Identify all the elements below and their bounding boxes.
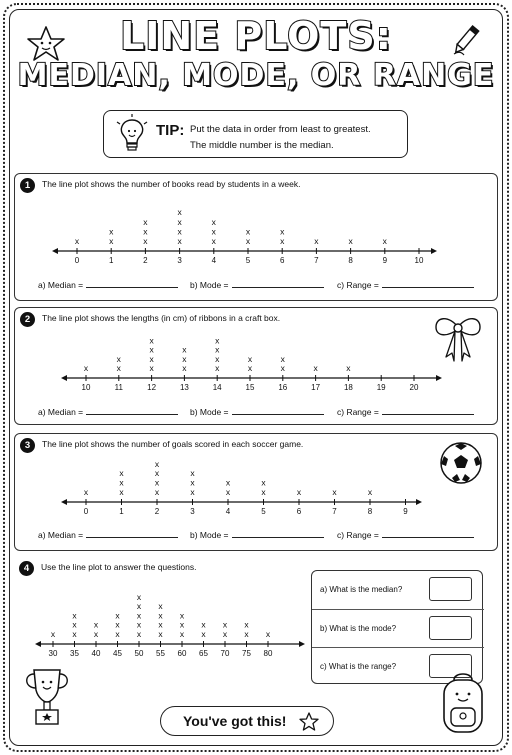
problem-question: The line plot shows the number of books read by students in a week. <box>42 179 301 189</box>
data-mark: x <box>119 468 124 479</box>
tick-label: 50 <box>134 649 144 658</box>
problem-number: 3 <box>20 438 35 453</box>
data-mark: x <box>280 226 285 237</box>
tick-label: 3 <box>190 507 195 516</box>
mode-label: b) Mode = <box>190 407 229 417</box>
tick-label: 30 <box>48 649 58 658</box>
data-mark: x <box>182 344 187 355</box>
tick-label: 4 <box>225 507 231 516</box>
tick-label: 5 <box>261 507 266 516</box>
data-mark: x <box>158 610 163 621</box>
data-mark: x <box>190 477 195 488</box>
data-mark: x <box>72 619 77 630</box>
data-mark: x <box>247 353 253 364</box>
data-mark: x <box>190 487 195 497</box>
data-mark: x <box>211 236 216 246</box>
tick-label: 0 <box>74 256 80 265</box>
range-label: c) Range = <box>337 280 379 290</box>
data-mark: x <box>116 353 121 364</box>
tick-label: 80 <box>263 649 273 658</box>
tick-label: 10 <box>81 383 91 392</box>
data-mark: x <box>177 236 182 246</box>
data-mark: x <box>83 363 89 373</box>
tick-label: 3 <box>177 256 182 265</box>
data-mark: x <box>182 363 187 373</box>
data-mark: x <box>245 236 251 246</box>
data-mark: x <box>143 216 148 227</box>
data-mark: x <box>143 236 148 246</box>
data-mark: x <box>136 591 142 602</box>
data-mark: x <box>154 458 160 469</box>
tick-label: 2 <box>143 256 148 265</box>
tick-label: 16 <box>278 383 288 392</box>
data-mark: x <box>136 601 142 612</box>
tick-label: 75 <box>242 649 251 658</box>
data-mark: x <box>244 619 249 630</box>
tick-label: 11 <box>114 383 123 392</box>
data-mark: x <box>149 344 154 355</box>
arrow-right <box>431 248 437 254</box>
tick-label: 1 <box>119 507 124 516</box>
data-mark: x <box>313 363 318 373</box>
data-mark: x <box>247 363 253 373</box>
data-mark: x <box>149 353 154 364</box>
tick-label: 17 <box>311 383 321 392</box>
data-mark: x <box>182 353 187 364</box>
arrow-left <box>61 499 67 505</box>
data-mark: x <box>215 335 220 346</box>
tick-label: 7 <box>314 256 319 265</box>
data-mark: x <box>296 487 302 497</box>
data-mark: x <box>367 487 373 497</box>
data-mark: x <box>245 226 251 237</box>
data-mark: x <box>136 619 142 630</box>
arrow-right <box>416 499 422 505</box>
data-mark: x <box>143 226 148 237</box>
data-mark: x <box>74 236 80 246</box>
data-mark: x <box>201 619 206 630</box>
data-mark: x <box>109 226 114 237</box>
tip-text-1: Put the data in order from least to greatest. <box>190 124 371 135</box>
data-mark: x <box>72 629 77 639</box>
tick-label: 19 <box>376 383 386 392</box>
data-mark: x <box>154 487 160 497</box>
data-mark: x <box>261 487 266 497</box>
data-mark: x <box>93 619 99 630</box>
tick-label: 55 <box>156 649 165 658</box>
median-label: a) Median = <box>38 530 84 540</box>
data-mark: x <box>211 226 216 237</box>
page-title: LINE PLOTS: <box>120 14 392 58</box>
tick-label: 4 <box>211 256 217 265</box>
data-mark: x <box>149 335 154 346</box>
tip-text-2: The middle number is the median. <box>190 140 334 151</box>
data-mark: x <box>261 477 266 488</box>
data-mark: x <box>158 619 163 630</box>
data-mark: x <box>348 236 353 246</box>
tick-label: 40 <box>91 649 101 658</box>
data-mark: x <box>211 216 216 227</box>
data-mark: x <box>116 363 121 373</box>
tick-label: 60 <box>177 649 187 658</box>
problem-number: 2 <box>20 312 35 327</box>
data-mark: x <box>215 363 220 373</box>
range-label: c) Range = <box>337 407 379 417</box>
data-mark: x <box>280 353 285 364</box>
tick-label: 9 <box>382 256 388 265</box>
range-label: c) Range = <box>337 530 379 540</box>
problem-number: 1 <box>20 178 35 193</box>
tick-label: 10 <box>414 256 424 265</box>
data-mark: x <box>179 610 185 621</box>
arrow-right <box>299 641 305 647</box>
arrow-left <box>52 248 58 254</box>
data-mark: x <box>190 468 195 479</box>
tick-label: 20 <box>409 383 419 392</box>
data-mark: x <box>158 629 163 639</box>
data-mark: x <box>177 207 182 218</box>
mode-question: b) What is the mode? <box>320 624 397 633</box>
data-mark: x <box>72 610 77 621</box>
data-mark: x <box>314 236 319 246</box>
arrow-right <box>436 375 442 381</box>
median-label: a) Median = <box>38 407 84 417</box>
tick-label: 18 <box>343 383 353 392</box>
data-mark: x <box>225 477 231 488</box>
data-mark: x <box>179 619 185 630</box>
data-mark: x <box>222 629 228 639</box>
data-mark: x <box>201 629 206 639</box>
data-mark: x <box>382 236 387 246</box>
data-mark: x <box>265 629 271 639</box>
data-mark: x <box>179 629 185 639</box>
data-mark: x <box>158 601 163 612</box>
tick-label: 5 <box>245 256 251 265</box>
tick-label: 7 <box>332 507 337 516</box>
problem-number: 4 <box>19 561 34 576</box>
tick-label: 14 <box>212 383 222 392</box>
data-mark: x <box>109 236 114 246</box>
tick-label: 1 <box>108 256 114 265</box>
data-mark: x <box>225 487 231 497</box>
problem-question: The line plot shows the number of goals scored in each soccer game. <box>42 439 304 449</box>
data-mark: x <box>136 610 142 621</box>
tick-label: 6 <box>279 256 285 265</box>
tick-label: 35 <box>70 649 79 658</box>
data-mark: x <box>83 487 89 497</box>
mode-label: b) Mode = <box>190 530 229 540</box>
data-mark: x <box>222 619 228 630</box>
tick-label: 8 <box>367 507 373 516</box>
data-mark: x <box>280 363 285 373</box>
data-mark: x <box>119 477 124 488</box>
data-mark: x <box>215 344 220 355</box>
median-label: a) Median = <box>38 280 84 290</box>
data-mark: x <box>115 629 120 639</box>
data-mark: x <box>50 629 56 639</box>
data-mark: x <box>332 487 337 497</box>
arrow-left <box>61 375 67 381</box>
page-subtitle: MEDIAN, MODE, OR RANGE <box>17 58 495 93</box>
data-mark: x <box>177 226 182 237</box>
problem-question: Use the line plot to answer the questions. <box>41 562 197 572</box>
data-mark: x <box>215 353 220 364</box>
tick-label: 13 <box>179 383 189 392</box>
tick-label: 70 <box>220 649 230 658</box>
tick-label: 45 <box>113 649 122 658</box>
tick-label: 9 <box>403 507 408 516</box>
data-mark: x <box>177 216 182 227</box>
data-mark: x <box>346 363 351 373</box>
mode-label: b) Mode = <box>190 280 229 290</box>
data-mark: x <box>280 236 285 246</box>
data-mark: x <box>154 468 160 479</box>
arrow-left <box>35 641 41 647</box>
data-mark: x <box>149 363 154 373</box>
median-question: a) What is the median? <box>320 585 403 594</box>
data-mark: x <box>93 629 99 639</box>
data-mark: x <box>154 477 160 488</box>
tick-label: 12 <box>147 383 157 392</box>
tick-label: 0 <box>83 507 89 516</box>
range-question: c) What is the range? <box>320 662 397 671</box>
data-mark: x <box>244 629 249 639</box>
data-mark: x <box>115 610 120 621</box>
data-mark: x <box>119 487 124 497</box>
tick-label: 8 <box>348 256 353 265</box>
tick-label: 65 <box>199 649 208 658</box>
problem-question: The line plot shows the lengths (in cm) of ribbons in a craft box. <box>42 313 281 323</box>
tick-label: 15 <box>245 383 255 392</box>
banner-text: You've got this! <box>183 713 287 729</box>
data-mark: x <box>136 629 142 639</box>
data-mark: x <box>115 619 120 630</box>
tick-label: 2 <box>154 507 160 516</box>
tick-label: 6 <box>296 507 302 516</box>
tip-label: TIP: <box>156 122 185 139</box>
